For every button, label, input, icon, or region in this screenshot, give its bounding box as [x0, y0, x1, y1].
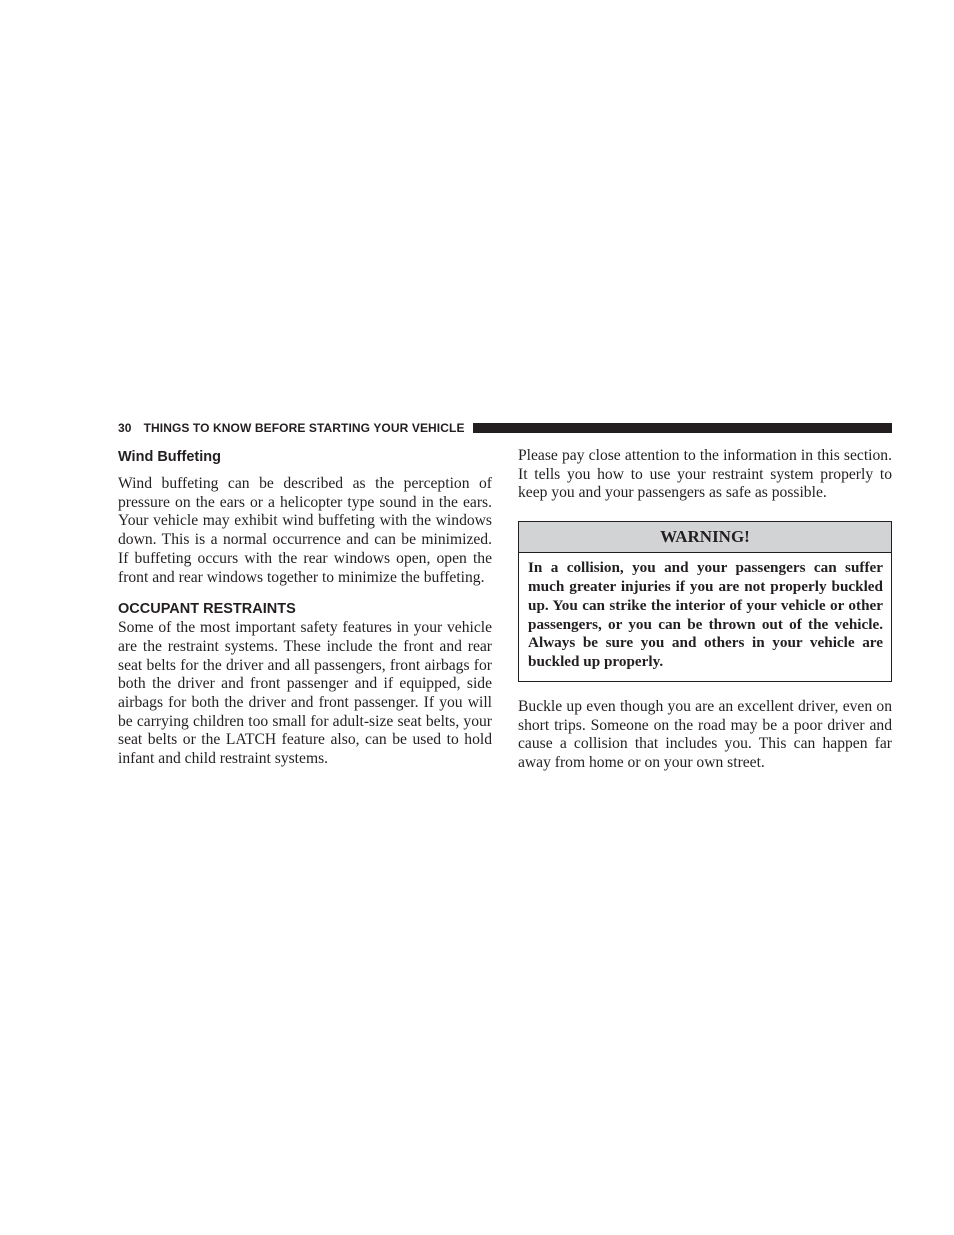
warning-text: In a collision, you and your passengers can suffer much greater injuries if you are not properly buckled up. You can strike the interior of your vehicle or other passengers, or you can be thrown out of the vehicle. Always be sure you and others in your vehicle are buckled up properly.: [528, 559, 883, 671]
warning-title: WARNING!: [519, 522, 891, 553]
left-column: [118, 447, 492, 769]
occupant-restraints-heading: OCCUPANT RESTRAINTS: [118, 601, 296, 618]
chapter-title: THINGS TO KNOW BEFORE STARTING YOUR VEHICLE: [143, 421, 465, 435]
page-header: [118, 419, 892, 437]
right-column: [518, 447, 892, 773]
warning-box: [518, 521, 892, 682]
header-rule: [473, 423, 892, 433]
occupant-restraints-paragraph: Some of the most important safety features in your vehicle are the restraint systems. These include the front and rear seat belts for the driver and all passengers, front airbags for both the driver and front passenger and if equipped, side airbags for both the driver and front passenger. If you will be carrying children too small for adult-size seat belts, your seat belts or the LATCH feature also, can be used to hold infant and child restraint systems.: [118, 619, 492, 768]
buckle-up-paragraph: Buckle up even though you are an excellent driver, even on short trips. Someone on the road may be a poor driver and cause a collision that includes you. This can happen far away from home or on your own street.: [518, 697, 892, 771]
page-number: 30: [118, 421, 132, 435]
wind-buffeting-paragraph: Wind buffeting can be described as the perception of pressure on the ears or a helicopter type sound in the ears. Your vehicle may exhibit wind buffeting with the windows down. This is a normal occurrence and can be minimized. If buffeting occurs with the rear windows open, open the front and rear windows together to minimize the buffeting.: [118, 475, 492, 586]
wind-buffeting-heading: Wind Buffeting: [118, 449, 221, 465]
intro-paragraph: Please pay close attention to the information in this section. It tells you how to use your restraint system properly to keep you and your passengers as safe as possible.: [518, 447, 892, 502]
